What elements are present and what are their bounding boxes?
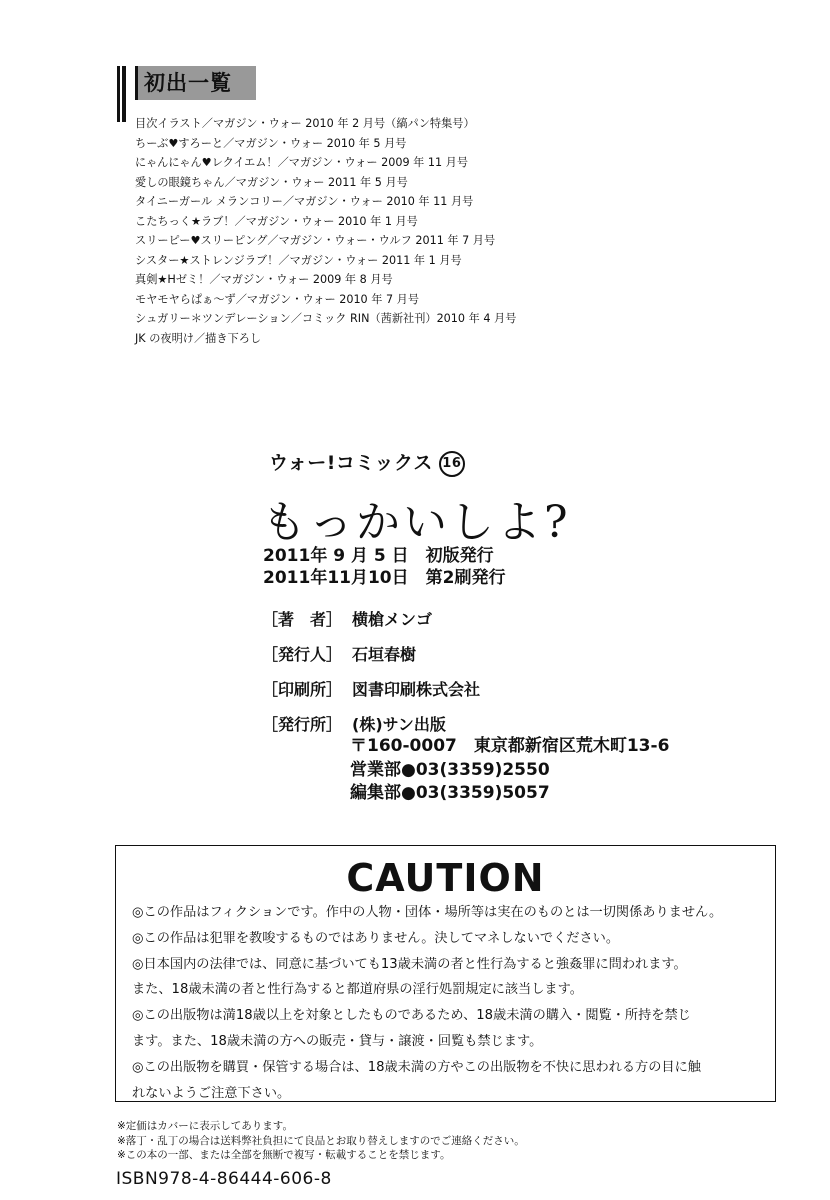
caution-line: ◎この出版物を購買・保管する場合は、18歳未満の方やこの出版物を不快に思われる方の目に触 xyxy=(132,1059,701,1075)
first-appearance-section xyxy=(117,66,537,346)
series-number-badge: 16 xyxy=(439,451,465,477)
first-appearance-heading: 初出一覧 xyxy=(135,66,256,100)
note-copyright: ※この本の一部、または全部を無断で複写・転載することを禁じます。 xyxy=(117,1149,451,1161)
caution-line: ◎この作品は犯罪を教唆するものではありません。決してマネしないでください。 xyxy=(132,930,620,946)
credit-label: ［発行人］ xyxy=(262,645,343,664)
credit-value: 石垣春樹 xyxy=(352,645,417,664)
caution-line: また、18歳未満の者と性行為すると都道府県の淫行処罰規定に該当します。 xyxy=(132,982,583,998)
editorial-phone: 編集部●03(3359)5057 xyxy=(350,783,550,803)
caution-line: ます。また、18歳未満の方への販売・貸与・譲渡・回覧も禁じます。 xyxy=(132,1033,543,1049)
credit-label: ［著 者］ xyxy=(262,610,343,629)
publication-dates xyxy=(263,545,505,589)
list-item: 真剣★Hゼミ！／マガジン・ウォー 2009 年 8 月号 xyxy=(135,273,393,286)
heading-accent-bar xyxy=(117,66,126,122)
credit-value: 図書印刷株式会社 xyxy=(352,680,481,699)
list-item: タイニーガール メランコリー／マガジン・ウォー 2010 年 11 月号 xyxy=(135,195,474,208)
list-item: モヤモヤらぱぁ〜ず／マガジン・ウォー 2010 年 7 月号 xyxy=(135,292,420,306)
list-item: にゃんにゃん♥レクイエム！／マガジン・ウォー 2009 年 11 月号 xyxy=(135,156,469,169)
sales-phone: 営業部●03(3359)2550 xyxy=(350,759,550,780)
isbn: ISBN978-4-86444-606-8 xyxy=(116,1169,332,1189)
list-item: 愛しの眼鏡ちゃん／マガジン・ウォー 2011 年 5 月号 xyxy=(135,175,408,189)
first-appearance-list xyxy=(135,114,516,348)
note-defects: ※落丁・乱丁の場合は送料弊社負担にて良品とお取り替えしますのでご連絡ください。 xyxy=(117,1134,525,1147)
caution-text xyxy=(132,900,722,1106)
caution-line: ◎この出版物は満18歳以上を対象としたものであるため、18歳未満の購入・閲覧・所持を禁じ xyxy=(132,1008,691,1024)
caution-title: CAUTION xyxy=(346,856,545,900)
list-item: シスター★ストレンジラブ！／マガジン・ウォー 2011 年 1 月号 xyxy=(135,253,462,267)
list-item: JK の夜明け／描き下ろし xyxy=(135,331,262,345)
list-item: 目次イラスト／マガジン・ウォー 2010 年 2 月号（縞パン特集号） xyxy=(135,117,475,130)
caution-line: れないようご注意下さい。 xyxy=(132,1085,291,1101)
postal-address: 〒160-0007 東京都新宿区荒木町13-6 xyxy=(350,736,670,756)
caution-line: ◎この作品はフィクションです。作中の人物・団体・場所等は実在のものとは一切関係ありません。 xyxy=(132,905,723,920)
credit-value: (株)サン出版 xyxy=(352,715,446,734)
first-edition-date: 2011年 9 月 5 日 初版発行 xyxy=(263,546,494,566)
list-item: スリーピー♥スリーピング／マガジン・ウォー・ウルフ 2011 年 7 月号 xyxy=(135,234,496,247)
credit-label: ［発行所］ xyxy=(262,715,343,734)
publisher-contact xyxy=(350,735,669,806)
book-title: もっかいしよ? xyxy=(262,497,571,548)
list-item: こたちっく★ラブ！／マガジン・ウォー 2010 年 1 月号 xyxy=(135,214,418,228)
second-printing-date: 2011年11月10日 第2刷発行 xyxy=(263,568,506,588)
credit-label: ［印刷所］ xyxy=(262,680,343,699)
credit-value: 横槍メンゴ xyxy=(352,610,433,629)
caution-line: ◎日本国内の法律では、同意に基づいても13歳未満の者と性行為すると強姦罪に問われます。 xyxy=(132,956,687,972)
list-item: ちーぶ♥すろーと／マガジン・ウォー 2010 年 5 月号 xyxy=(135,136,407,150)
caution-box xyxy=(115,845,776,1102)
series-label: ウォー!コミックス xyxy=(269,452,433,474)
notes xyxy=(117,1119,525,1163)
series-name xyxy=(269,448,465,477)
list-item: シュガリー＊ツンデレーション／コミック RIN（茜新社刊）2010 年 4 月号 xyxy=(135,312,517,325)
note-price: ※定価はカバーに表示してあります。 xyxy=(117,1120,293,1132)
